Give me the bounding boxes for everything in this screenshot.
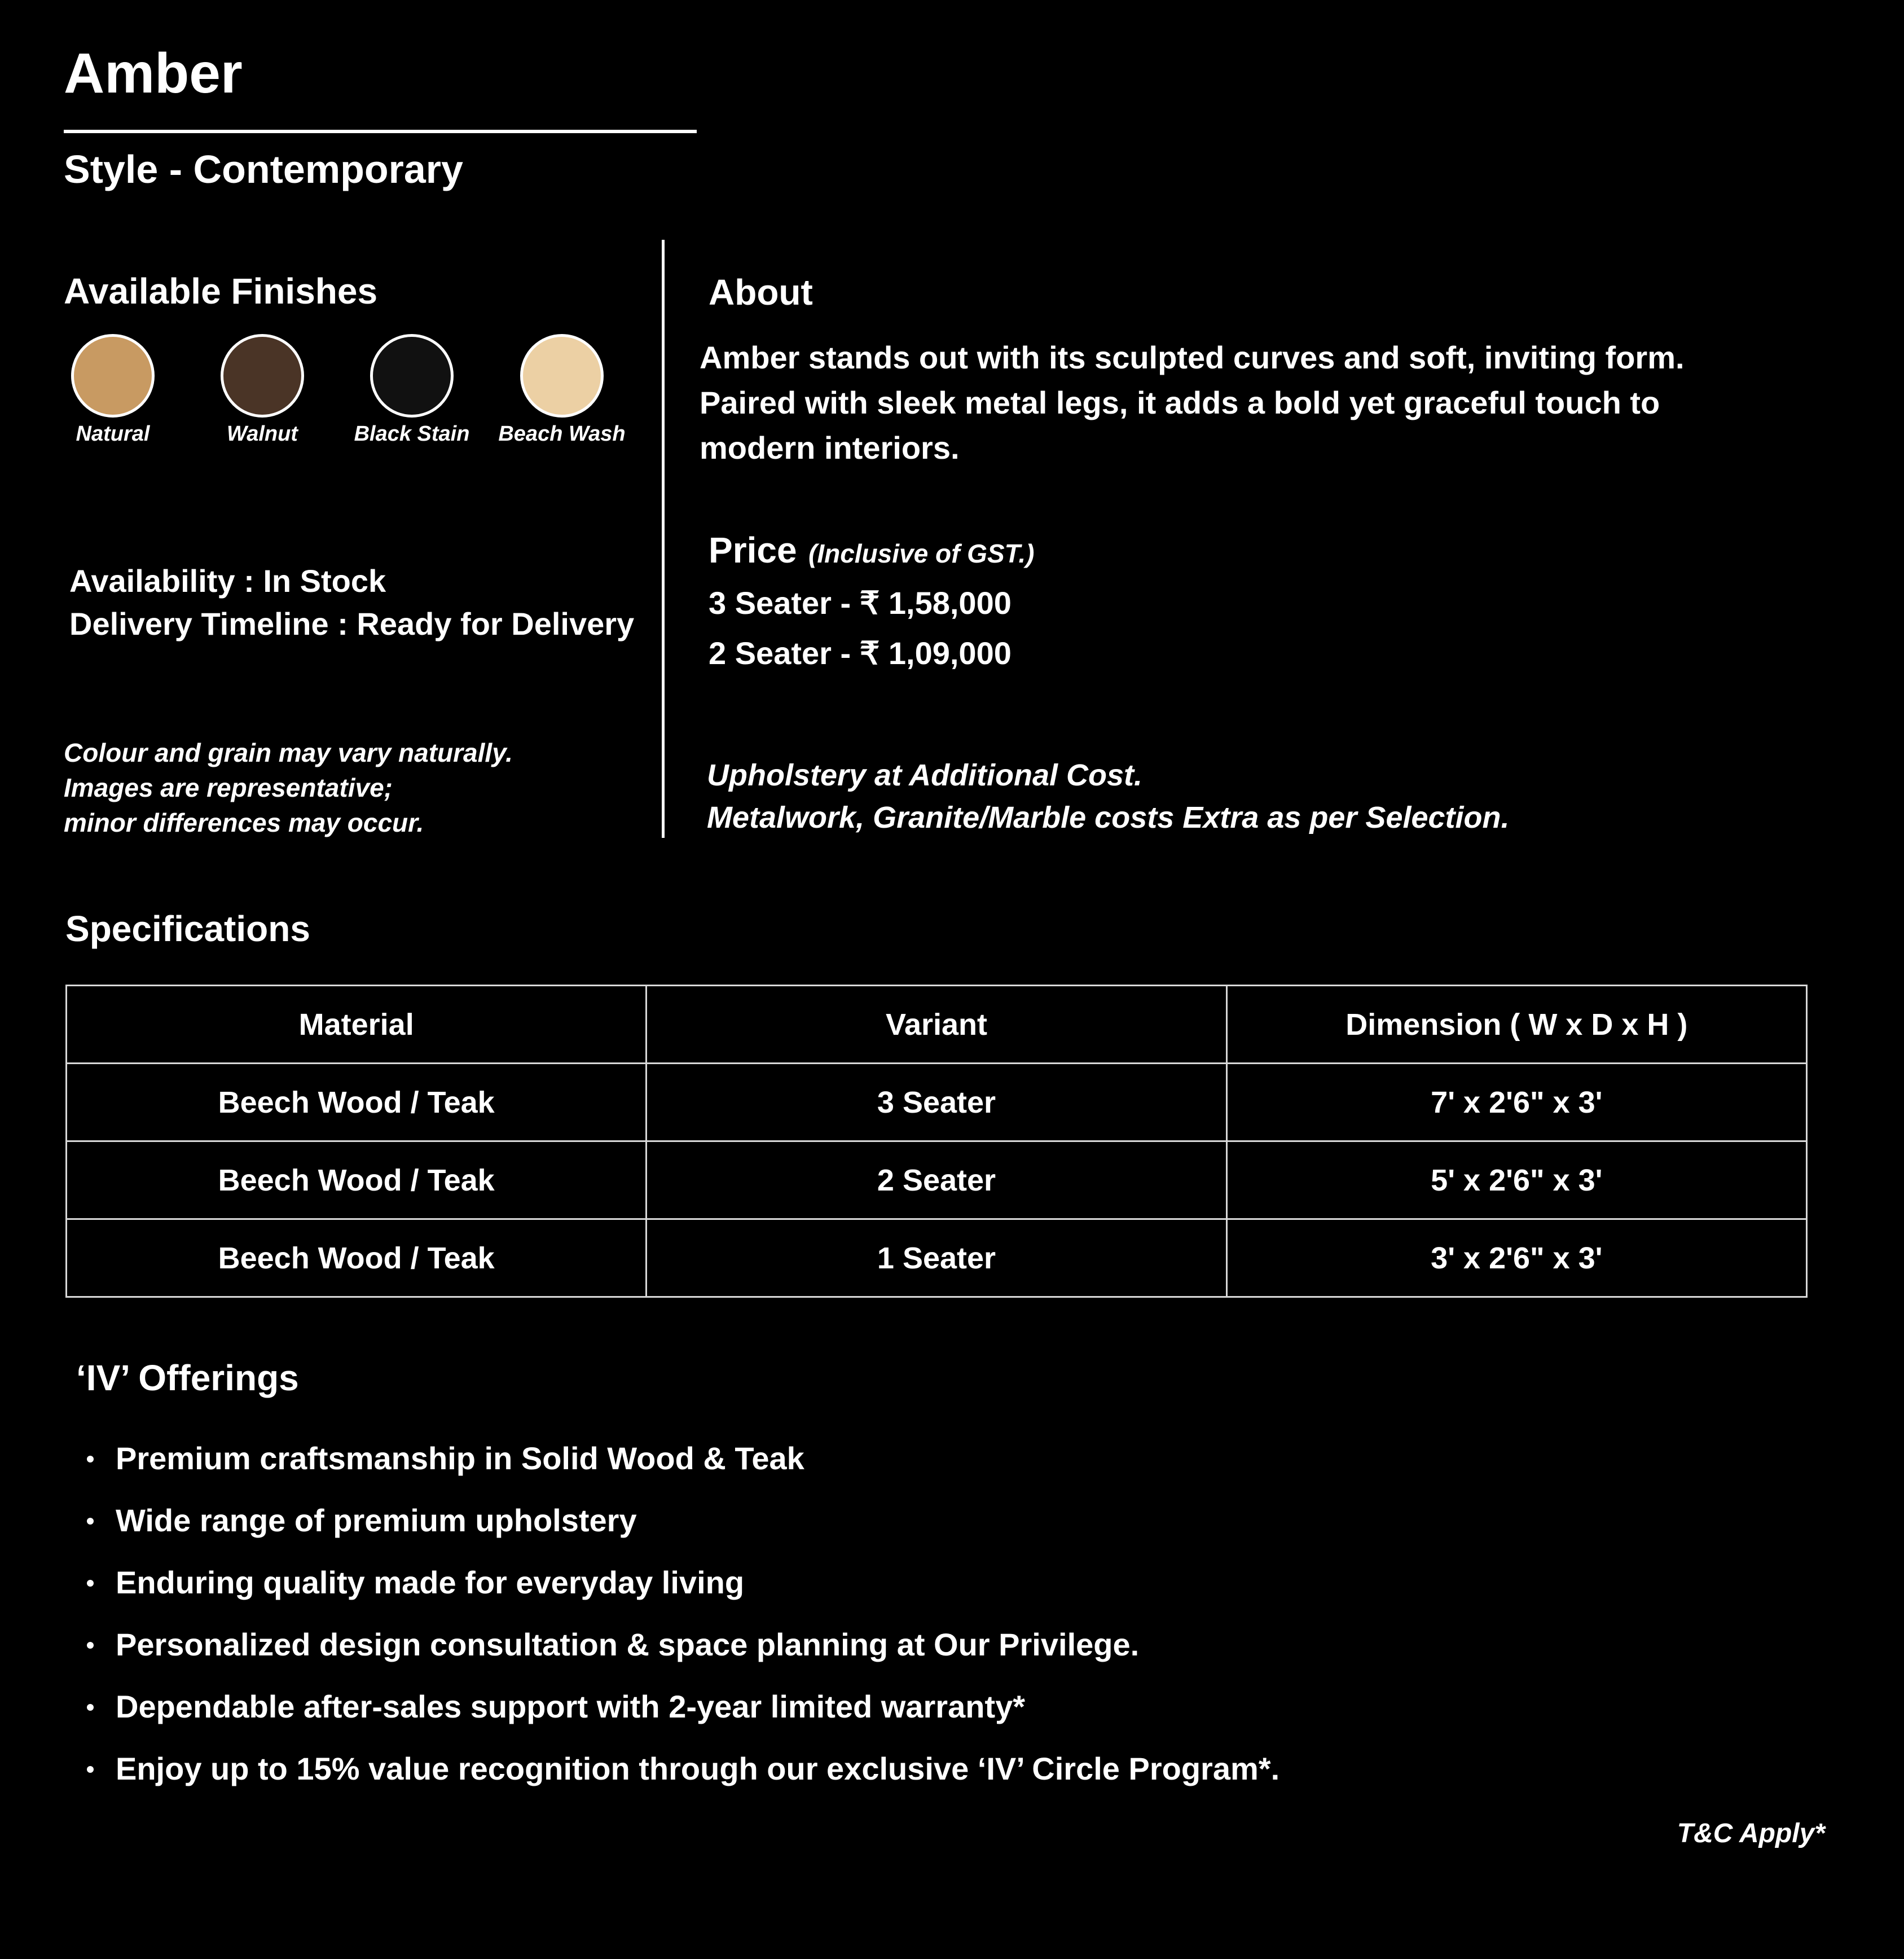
- table-row: [67, 1064, 1807, 1141]
- offering-text: Wide range of premium upholstery: [116, 1503, 637, 1538]
- availability-block: [69, 560, 634, 645]
- column-divider: [662, 240, 665, 838]
- offering-text: Personalized design consultation & space planning at Our Privilege.: [116, 1627, 1140, 1662]
- bullet-icon: [87, 1518, 94, 1525]
- swatch-natural: [71, 334, 155, 418]
- list-item: [85, 1614, 1279, 1676]
- offerings-heading: ‘IV’ Offerings: [76, 1358, 299, 1398]
- table-row: [67, 1219, 1807, 1297]
- delivery-timeline: Delivery Timeline : Ready for Delivery: [69, 606, 635, 642]
- finish-label: Walnut: [227, 422, 298, 446]
- list-item: [85, 1738, 1279, 1800]
- column-header: Material: [67, 986, 647, 1064]
- list-item: [85, 1490, 1279, 1552]
- material-cell: Beech Wood / Teak: [67, 1064, 647, 1141]
- table-header-row: [67, 986, 1807, 1064]
- offering-text: Premium craftsmanship in Solid Wood & Teak: [116, 1440, 804, 1476]
- disclaimer-line: Colour and grain may vary naturally.: [64, 738, 513, 767]
- product-title: Amber: [64, 42, 243, 105]
- finish-beach-wash[interactable]: [489, 334, 635, 446]
- disclaimer-line: Images are representative;: [64, 773, 393, 802]
- price-note: (Inclusive of GST.): [808, 539, 1035, 568]
- finish-walnut[interactable]: [189, 334, 336, 446]
- finish-label: Beach Wash: [498, 422, 626, 446]
- swatch-walnut: [221, 334, 304, 418]
- disclaimer: [64, 735, 513, 840]
- availability-status: Availability : In Stock: [69, 563, 386, 599]
- finish-label: Black Stain: [354, 422, 470, 446]
- specifications-heading: Specifications: [65, 908, 310, 949]
- material-cell: Beech Wood / Teak: [67, 1219, 647, 1297]
- offering-text: Enjoy up to 15% value recognition through our exclusive ‘IV’ Circle Program*.: [116, 1751, 1280, 1786]
- title-divider: [64, 130, 697, 133]
- offering-text: Dependable after-sales support with 2-year limited warranty*: [116, 1689, 1026, 1724]
- swatch-beach-wash: [520, 334, 604, 418]
- offerings-list: [85, 1427, 1279, 1800]
- column-header: Dimension ( W x D x H ): [1226, 986, 1806, 1064]
- swatch-black-stain: [370, 334, 454, 418]
- bullet-icon: [87, 1642, 94, 1649]
- column-header: Variant: [647, 986, 1226, 1064]
- bullet-icon: [87, 1456, 94, 1462]
- finish-natural[interactable]: [39, 334, 186, 446]
- offering-text: Enduring quality made for everyday living: [116, 1565, 745, 1600]
- finish-label: Natural: [76, 422, 150, 446]
- price-3-seater: 3 Seater - ₹ 1,58,000: [709, 585, 1012, 621]
- about-line: Paired with sleek metal legs, it adds a bold yet graceful touch to: [700, 385, 1660, 420]
- price-header: [709, 529, 1034, 571]
- dimension-cell: 7' x 2'6" x 3': [1226, 1064, 1806, 1141]
- specifications-table: [65, 985, 1808, 1298]
- finishes-heading: Available Finishes: [64, 271, 378, 311]
- table-row: [67, 1141, 1807, 1219]
- terms-note: T&C Apply*: [1677, 1819, 1825, 1848]
- extras-note: [707, 754, 1510, 839]
- dimension-cell: 5' x 2'6" x 3': [1226, 1141, 1806, 1219]
- variant-cell: 3 Seater: [647, 1064, 1226, 1141]
- extras-line: Upholstery at Additional Cost.: [707, 758, 1143, 792]
- material-cell: Beech Wood / Teak: [67, 1141, 647, 1219]
- list-item: [85, 1552, 1279, 1614]
- bullet-icon: [87, 1704, 94, 1711]
- variant-cell: 1 Seater: [647, 1219, 1226, 1297]
- extras-line: Metalwork, Granite/Marble costs Extra as per Selection.: [707, 801, 1510, 834]
- about-line: Amber stands out with its sculpted curves and soft, inviting form.: [700, 340, 1685, 375]
- bullet-icon: [87, 1580, 94, 1587]
- about-line: modern interiors.: [700, 430, 960, 465]
- price-heading: Price: [709, 530, 797, 570]
- style-label: Style - Contemporary: [64, 147, 463, 191]
- disclaimer-line: minor differences may occur.: [64, 808, 424, 837]
- about-heading: About: [709, 272, 813, 313]
- list-item: [85, 1676, 1279, 1738]
- dimension-cell: 3' x 2'6" x 3': [1226, 1219, 1806, 1297]
- finish-black-stain[interactable]: [338, 334, 485, 446]
- price-2-seater: 2 Seater - ₹ 1,09,000: [709, 635, 1012, 671]
- variant-cell: 2 Seater: [647, 1141, 1226, 1219]
- about-text: [700, 335, 1685, 471]
- list-item: [85, 1427, 1279, 1490]
- bullet-icon: [87, 1766, 94, 1773]
